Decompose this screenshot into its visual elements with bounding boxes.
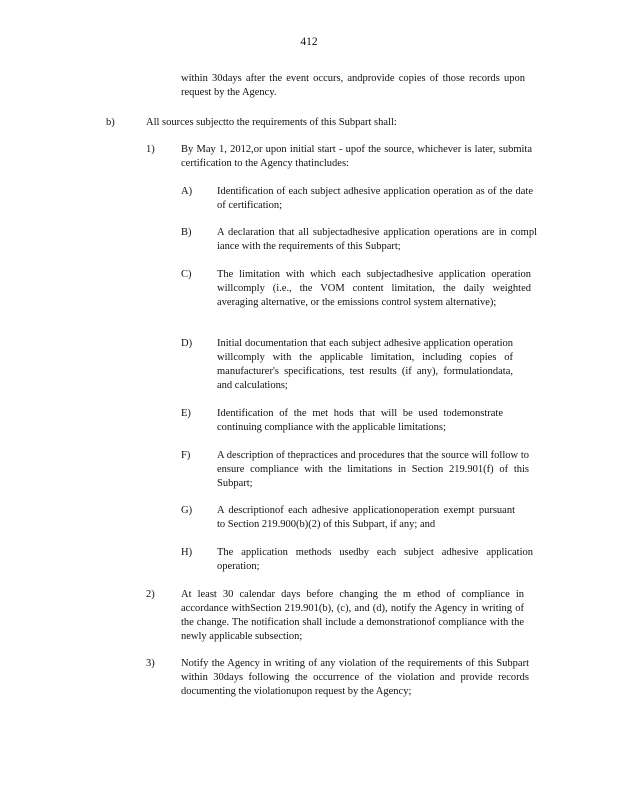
subitem-b-text: A declaration that all subjectadhesive application operations are in compl iance with the requirements of this Subpart; [217, 227, 537, 252]
item-2-label: 2) [146, 589, 155, 600]
subitem-f-text: A description of thepractices and procedures that the source will follow to ensure compliance with the limitations in Section 219.901(f) of this Subpart; [217, 450, 529, 489]
subitem-h-label: H) [181, 547, 193, 558]
subitem-d-label: D) [181, 338, 193, 349]
subitem-c-text: The limitation with which each subjectadhesive application operation willcomply (i.e., the VOM content limitation, the daily weighted averaging alternative, or the emissions control system alternative); [217, 269, 531, 308]
item-1-label: 1) [146, 144, 155, 155]
item-2-text: At least 30 calendar days before changing the m ethod of compliance in accordance withSection 219.901(b), (c), and (d), notify the Agency in writing of the change. The notification shall include a demonstrationof compliance with the newly applicable subsection; [181, 589, 524, 642]
subitem-e-label: E) [181, 408, 191, 419]
subitem-f-label: F) [181, 450, 191, 461]
subitem-g-text: A descriptionof each adhesive applicationoperation exempt pursuant to Section 219.900(b)(2) of this Subpart, if any; and [217, 505, 515, 530]
page-number: 412 [300, 36, 318, 48]
item-3-text: Notify the Agency in writing of any violation of the requirements of this Subpart within 30days following the occurrence of the violation and provide records documenting the violationupon request by the Agency; [181, 658, 529, 697]
item-b-label: b) [106, 117, 115, 128]
item-1-text: By May 1, 2012,or upon initial start - upof the source, whichever is later, submita certification to the Agency thatincludes: [181, 144, 532, 169]
subitem-a-text: Identification of each subject adhesive application operation as of the date of certification; [217, 186, 533, 211]
item-3-label: 3) [146, 658, 155, 669]
subitem-b-label: B) [181, 227, 192, 238]
subitem-g-label: G) [181, 505, 193, 516]
intro-paragraph: within 30days after the event occurs, andprovide copies of those records upon request by the Agency. [181, 73, 525, 98]
subitem-d-text: Initial documentation that each subject adhesive application operation willcomply with the applicable limitation, including copies of manufacturer's specifications, test results (if any), formulationdata, and calculations; [217, 338, 513, 391]
subitem-a-label: A) [181, 186, 193, 197]
subitem-e-text: Identification of the met hods that will be used todemonstrate continuing compliance with the applicable limitations; [217, 408, 503, 433]
subitem-h-text: The application methods usedby each subject adhesive application operation; [217, 547, 533, 572]
subitem-c-label: C) [181, 269, 192, 280]
item-b-text: All sources subjectto the requirements of this Subpart shall: [146, 117, 397, 128]
